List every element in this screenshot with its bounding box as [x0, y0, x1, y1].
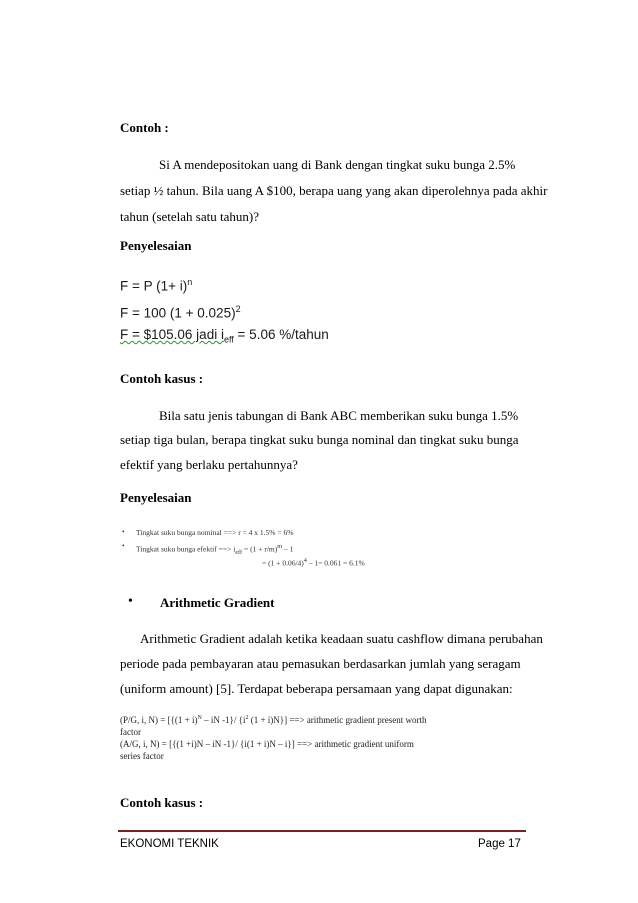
compound-interest-formula — [120, 271, 329, 351]
solution-heading: Penyelesaian — [120, 490, 192, 505]
bullet-dot-small: • — [122, 527, 125, 536]
gradient-formulas — [120, 712, 427, 762]
page-number: Page 17 — [478, 838, 521, 850]
effective-rate-line: Tingkat suku bunga efektif ==> $i_{eff} = (1 + r/m)^m - 1$ — [136, 543, 294, 556]
paragraph-line: tahun (setelah satu tahun)? — [120, 209, 259, 224]
paragraph-line: (uniform amount) [5]. Terdapat beberapa persamaan yang dapat digunakan: — [120, 681, 513, 696]
nominal-rate-line: Tingkat suku bunga nominal ==> r = 4 x 1.5% = 6% — [136, 528, 294, 537]
bullet-dot-small: • — [122, 541, 125, 550]
effective-rate-result: = $(1 + 0.06/4)^4 - 1= 0.061 = 6.1\%$ — [262, 557, 365, 568]
formula-line: F = 100 $(1 + 0.025)^2$ — [120, 303, 241, 320]
case-heading: Contoh kasus : — [120, 795, 204, 810]
footer-title: EKONOMI TEKNIK — [120, 838, 219, 850]
formula-line: factor — [120, 727, 141, 737]
bullet-title: Arithmetic Gradient — [160, 595, 275, 610]
paragraph-line: Arithmetic Gradient adalah ketika keadaan suatu cashflow dimana perubahan — [140, 631, 543, 646]
footer-rule — [118, 830, 526, 832]
paragraph-line: setiap tiga bulan, berapa tingkat suku bunga nominal dan tingkat suku bunga — [120, 432, 519, 447]
paragraph-line: periode pada pembayaran atau pemasukan berdasarkan jumlah yang seragam — [120, 656, 521, 671]
formula-line: series factor — [120, 751, 164, 761]
solution-heading: Penyelesaian — [120, 238, 192, 253]
formula-line: (P/G, i, $N) = [\{(1 + i)^N$ – iN -1}/ {$i^2$ (1 + i)N}] ==> arithmetic gradient present worth — [120, 715, 427, 725]
paragraph-line: Si A mendepositokan uang di Bank dengan tingkat suku bunga 2.5% — [159, 157, 516, 172]
formula-line: (A/G, i, N) = [{(1 +i)N – iN -1}/ {i(1 + i)N – i}] ==> arithmetic gradient uniform — [120, 739, 414, 749]
paragraph-line: setiap ½ tahun. Bila uang A $100, berapa uang yang akan diperolehnya pada akhir — [120, 183, 548, 198]
formula-line: F = $105.06 jadi $i_{eff} = 5.06$ %/tahun — [120, 327, 329, 345]
formula-line: F = P $(1+ i)^n$ — [120, 277, 193, 294]
case-heading: Contoh kasus : — [120, 371, 204, 386]
example-heading: Contoh : — [120, 120, 169, 135]
bullet-dot: • — [128, 594, 133, 609]
paragraph-line: Bila satu jenis tabungan di Bank ABC memberikan suku bunga 1.5% — [159, 408, 519, 423]
paragraph-line: efektif yang berlaku pertahunnya? — [120, 457, 298, 472]
